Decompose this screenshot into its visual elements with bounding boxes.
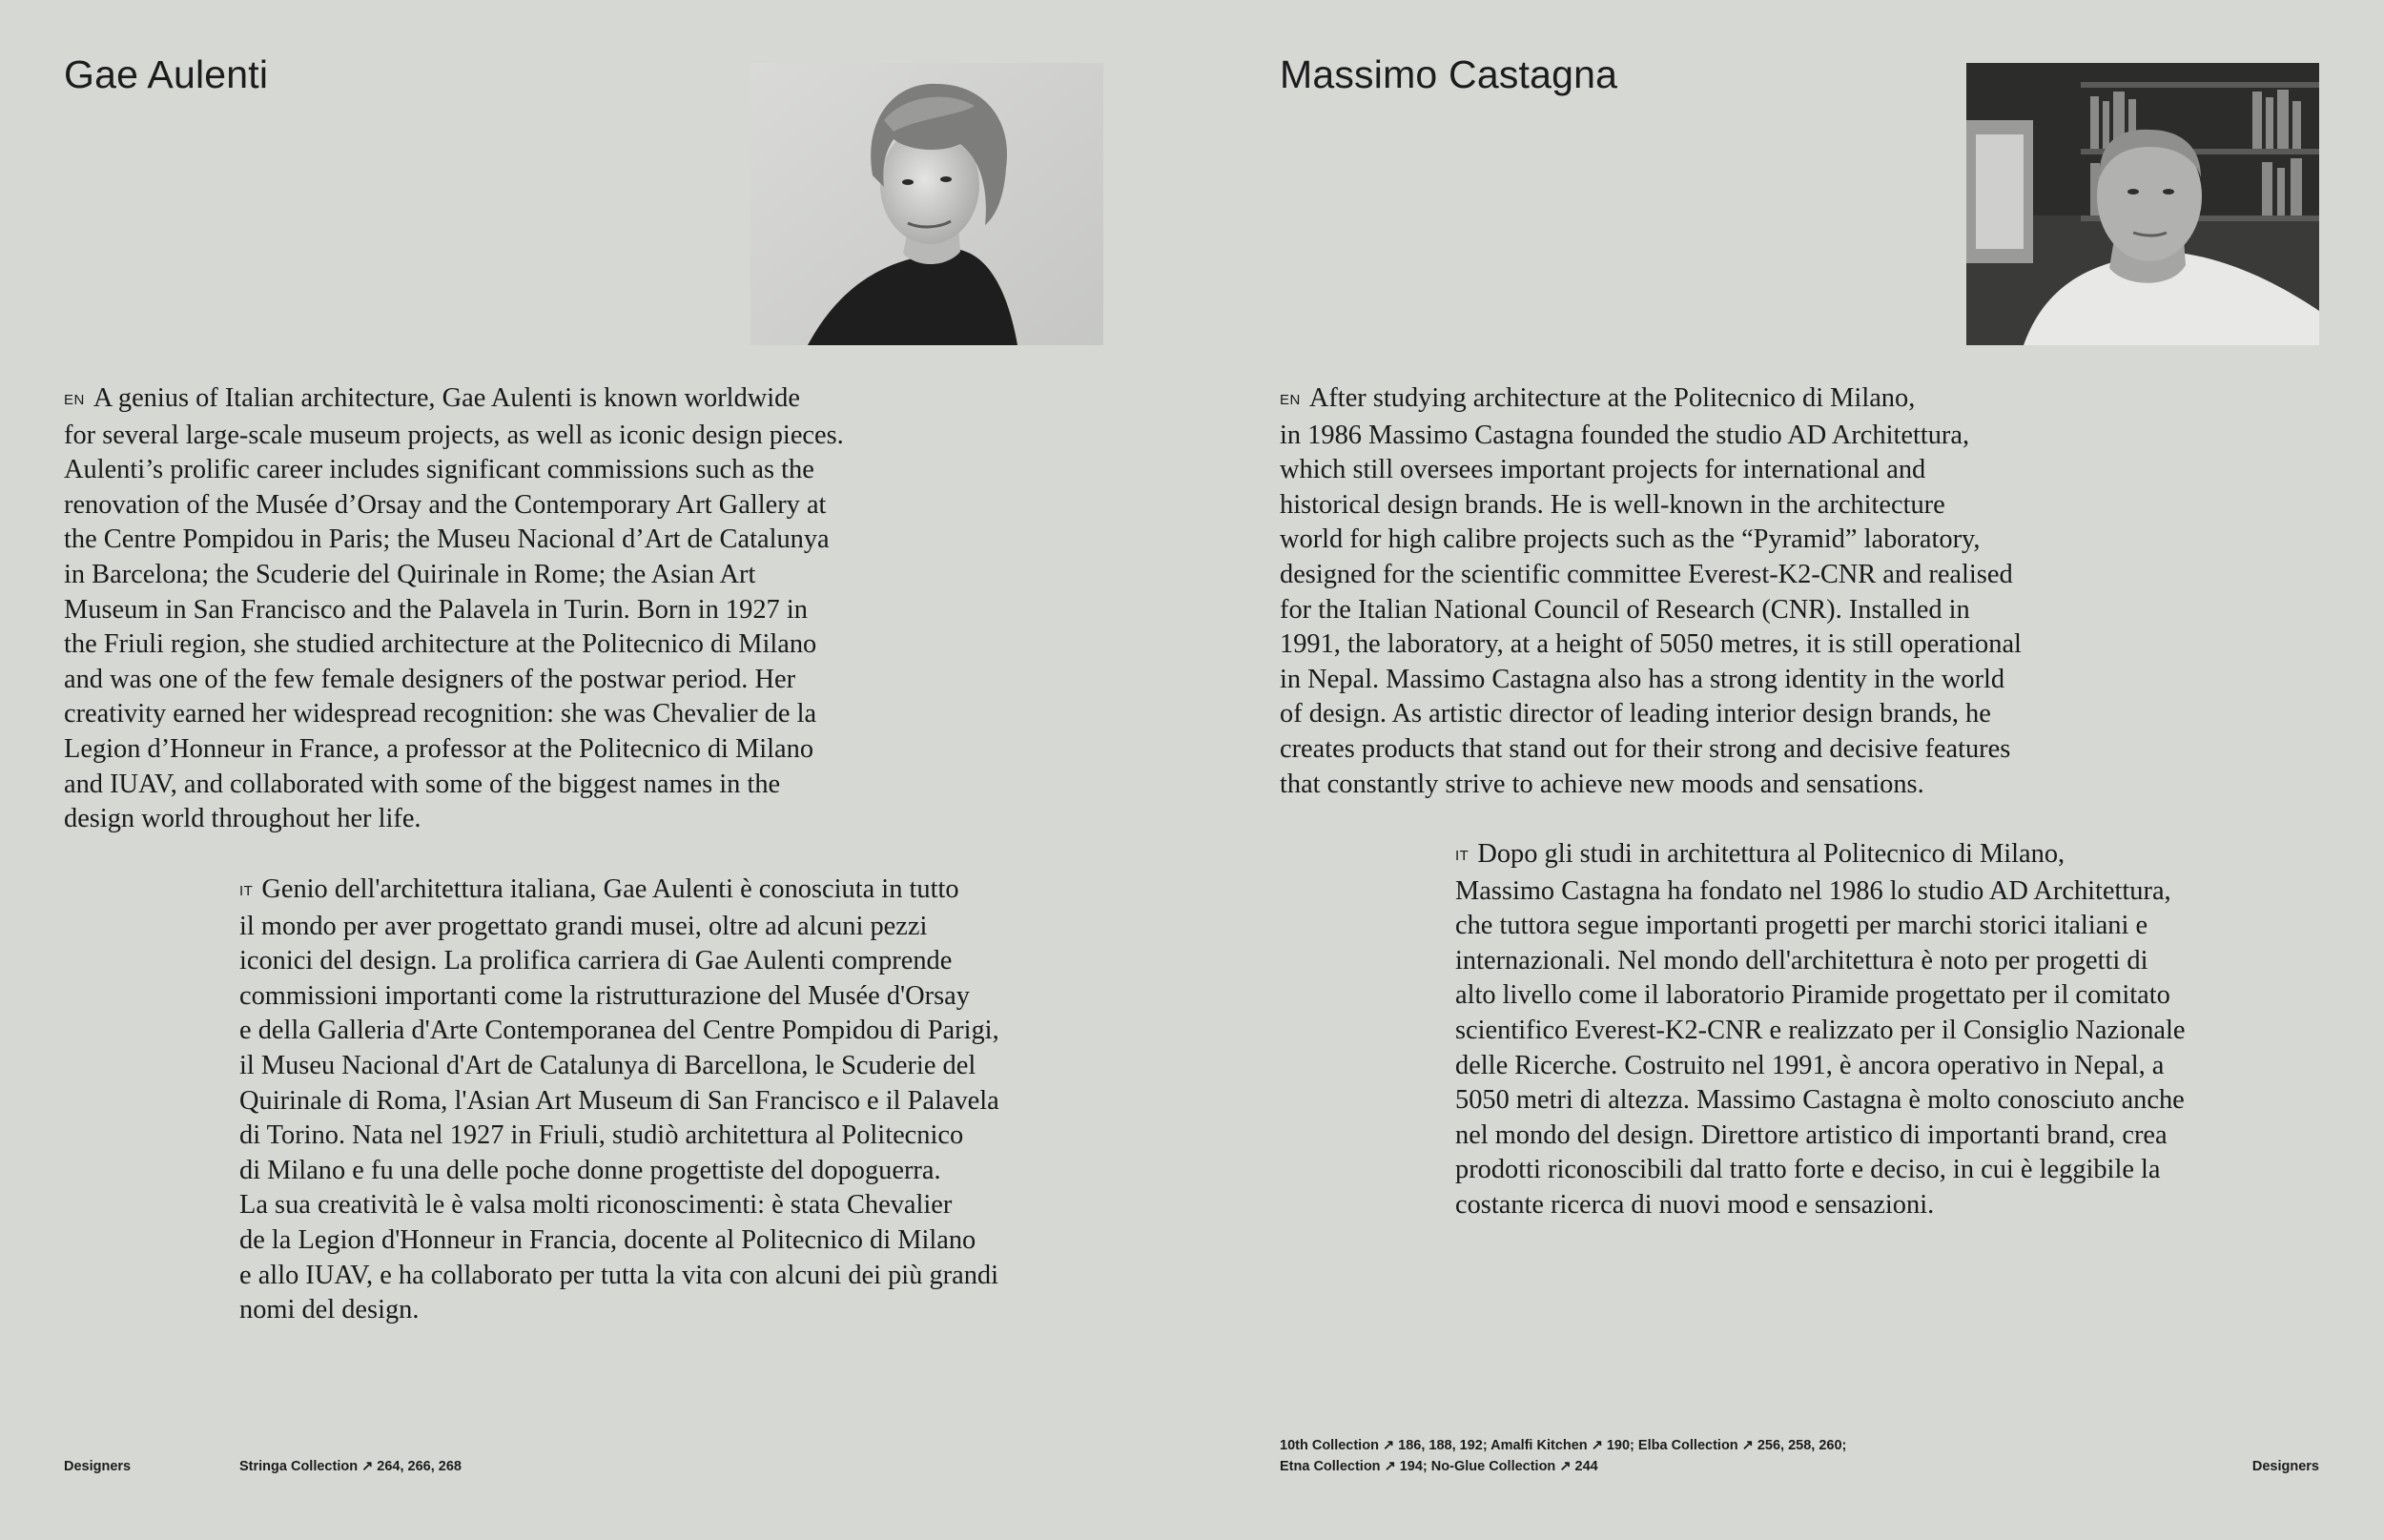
bio-it-line: internazionali. Nel mondo dell'architettura è noto per progetti di bbox=[1455, 945, 2148, 975]
bio-it-line: 5050 metri di altezza. Massimo Castagna è molto conosciuto anche bbox=[1455, 1085, 2185, 1116]
bio-en-line: for several large-scale museum projects, as well as iconic design pieces. bbox=[64, 420, 844, 450]
right-page bbox=[1216, 0, 2384, 1540]
bio-en-line: in 1986 Massimo Castagna founded the studio AD Architettura, bbox=[1280, 420, 1970, 450]
bio-it-line: alto livello come il laboratorio Piramide progettato per il comitato bbox=[1455, 980, 2170, 1011]
bio-en-line: Museum in San Francisco and the Palavela in Turin. Born in 1927 in bbox=[64, 594, 808, 625]
bio-it-line: di Torino. Nata nel 1927 in Friuli, studiò architettura al Politecnico bbox=[239, 1120, 964, 1151]
footer-collection-refs[interactable]: Stringa Collection ↗ 264, 266, 268 bbox=[239, 1459, 462, 1474]
language-tag-it: IT bbox=[239, 883, 254, 899]
bio-en-line: in Barcelona; the Scuderie del Quirinale in Rome; the Asian Art bbox=[64, 559, 756, 589]
designer-portrait-photo bbox=[1966, 63, 2319, 345]
designer-name: Gae Aulenti bbox=[64, 52, 269, 96]
portrait-image bbox=[750, 63, 1103, 345]
bio-en-line: and was one of the few female designers of the postwar period. Her bbox=[64, 664, 796, 694]
footer-ref-line[interactable]: 10th Collection ↗ 186, 188, 192; Amalfi Kitchen ↗ 190; Elba Collection ↗ 256, 258, 260; bbox=[1280, 1438, 1847, 1453]
bio-en-line: the Friuli region, she studied architecture at the Politecnico di Milano bbox=[64, 629, 817, 660]
bio-it-line: nel mondo del design. Direttore artistico di importanti brand, crea bbox=[1455, 1119, 2168, 1150]
bio-italian bbox=[1455, 837, 2186, 1223]
bio-en-line: the Centre Pompidou in Paris; the Museu Nacional d’Art de Catalunya bbox=[64, 524, 830, 555]
bio-en-line: designed for the scientific committee Everest-K2-CNR and realised bbox=[1280, 559, 2013, 589]
portrait-image bbox=[1966, 63, 2319, 345]
bio-english bbox=[1280, 381, 2022, 802]
bio-it-line: Dopo gli studi in architettura al Politecnico di Milano, bbox=[1477, 839, 2065, 869]
bio-en-line: A genius of Italian architecture, Gae Aulenti is known worldwide bbox=[92, 383, 800, 413]
bio-it-line: Massimo Castagna ha fondato nel 1986 lo studio AD Architettura, bbox=[1455, 875, 2171, 906]
footer-collection-refs[interactable] bbox=[1280, 1435, 1846, 1477]
bio-en-line: which still oversees important projects for international and bbox=[1280, 455, 1926, 485]
bio-en-line: for the Italian National Council of Research (CNR). Installed in bbox=[1280, 594, 1970, 625]
designer-name: Massimo Castagna bbox=[1280, 52, 1618, 96]
bio-it-line: costante ricerca di nuovi mood e sensazioni. bbox=[1455, 1189, 1935, 1220]
bio-en-line: that constantly strive to achieve new moods and sensations. bbox=[1280, 769, 1924, 799]
bio-it-line: che tuttora segue importanti progetti per marchi storici italiani e bbox=[1455, 911, 2148, 941]
bio-it-line: Quirinale di Roma, l'Asian Art Museum di San Francisco e il Palavela bbox=[239, 1085, 999, 1116]
bio-en-line: creates products that stand out for their strong and decisive features bbox=[1280, 733, 2011, 764]
footer-ref-line[interactable]: Etna Collection ↗ 194; No-Glue Collection ↗ 244 bbox=[1280, 1459, 1598, 1474]
bio-en-line: of design. As artistic director of leading interior design brands, he bbox=[1280, 699, 1991, 729]
designer-portrait-photo bbox=[750, 63, 1103, 345]
bio-en-line: design world throughout her life. bbox=[64, 804, 421, 834]
bio-it-line: il mondo per aver progettato grandi musei, oltre ad alcuni pezzi bbox=[239, 911, 928, 941]
bio-it-line: delle Ricerche. Costruito nel 1991, è ancora operativo in Nepal, a bbox=[1455, 1050, 2165, 1080]
bio-it-line: prodotti riconoscibili dal tratto forte e deciso, in cui è leggibile la bbox=[1455, 1155, 2161, 1185]
bio-it-line: e allo IUAV, e ha collaborato per tutta la vita con alcuni dei più grandi bbox=[239, 1260, 999, 1290]
bio-it-line: di Milano e fu una delle poche donne progettiste del dopoguerra. bbox=[239, 1155, 941, 1185]
bio-en-line: renovation of the Musée d’Orsay and the Contemporary Art Gallery at bbox=[64, 489, 827, 520]
footer-section-label: Designers bbox=[2251, 1459, 2319, 1474]
bio-it-line: e della Galleria d'Arte Contemporanea del Centre Pompidou di Parigi, bbox=[239, 1016, 999, 1046]
language-tag-en: EN bbox=[1280, 392, 1301, 408]
bio-it-line: scientifico Everest-K2-CNR e realizzato per il Consiglio Nazionale bbox=[1455, 1015, 2186, 1045]
footer-section-label: Designers bbox=[64, 1459, 132, 1474]
bio-it-line: Genio dell'architettura italiana, Gae Aulenti è conosciuta in tutto bbox=[261, 874, 959, 904]
bio-it-line: de la Legion d'Honneur in Francia, docente al Politecnico di Milano bbox=[239, 1224, 976, 1255]
bio-en-line: and IUAV, and collaborated with some of the biggest names in the bbox=[64, 769, 781, 799]
bio-en-line: After studying architecture at the Politecnico di Milano, bbox=[1308, 383, 1916, 413]
bio-it-line: il Museu Nacional d'Art de Catalunya di Barcellona, le Scuderie del bbox=[239, 1050, 976, 1080]
bio-en-line: in Nepal. Massimo Castagna also has a strong identity in the world bbox=[1280, 664, 2005, 694]
bio-en-line: creativity earned her widespread recognition: she was Chevalier de la bbox=[64, 699, 817, 729]
bio-english bbox=[64, 381, 844, 837]
bio-en-line: Legion d’Honneur in France, a professor at the Politecnico di Milano bbox=[64, 733, 814, 764]
bio-it-line: La sua creatività le è valsa molti riconoscimenti: è stata Chevalier bbox=[239, 1190, 953, 1221]
language-tag-en: EN bbox=[64, 392, 85, 408]
bio-it-line: commissioni importanti come la ristrutturazione del Musée d'Orsay bbox=[239, 980, 970, 1011]
bio-en-line: world for high calibre projects such as the “Pyramid” laboratory, bbox=[1280, 524, 1981, 555]
bio-it-line: iconici del design. La prolifica carriera di Gae Aulenti comprende bbox=[239, 946, 953, 976]
bio-it-line: nomi del design. bbox=[239, 1295, 420, 1325]
bio-en-line: historical design brands. He is well-known in the architecture bbox=[1280, 489, 1945, 520]
bio-en-line: Aulenti’s prolific career includes significant commissions such as the bbox=[64, 455, 814, 485]
bio-italian bbox=[239, 873, 999, 1328]
bio-en-line: 1991, the laboratory, at a height of 5050 metres, it is still operational bbox=[1280, 629, 2022, 660]
language-tag-it: IT bbox=[1455, 848, 1469, 864]
